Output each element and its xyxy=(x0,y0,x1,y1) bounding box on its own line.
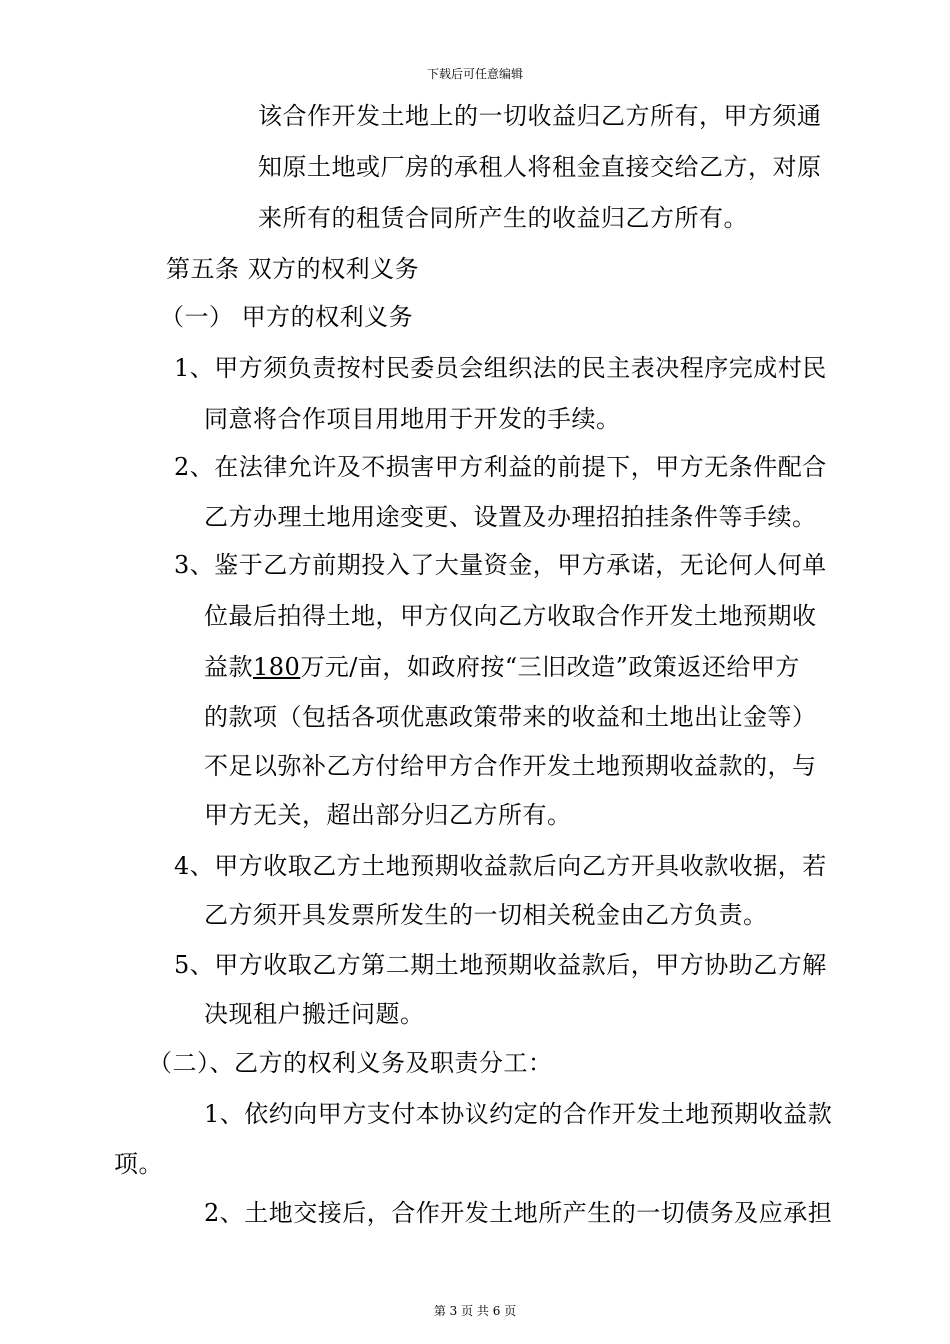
item-3-line-3-prefix: 益款 xyxy=(204,653,253,681)
item-3-line-6: 甲方无关，超出部分归乙方所有。 xyxy=(204,801,572,829)
item-1-line-2: 同意将合作项目用地用于开发的手续。 xyxy=(204,405,621,433)
body-line-2: 知原土地或厂房的承租人将租金直接交给乙方，对原 xyxy=(258,153,822,181)
item-3-line-3-suffix: 万元/亩，如政府按“三旧改造”政策返还给甲方 xyxy=(300,653,800,681)
article-heading: 第五条 双方的权利义务 xyxy=(166,255,420,283)
item-3-line-3 xyxy=(204,652,800,682)
body-line-1: 该合作开发土地上的一切收益归乙方所有，甲方须通 xyxy=(258,102,822,130)
section-heading-party-a: （一） 甲方的权利义务 xyxy=(160,303,414,331)
item-5-line-1: 5、甲方收取乙方第二期土地预期收益款后，甲方协助乙方解 xyxy=(174,951,827,979)
item-3-line-5: 不足以弥补乙方付给甲方合作开发土地预期收益款的，与 xyxy=(204,752,817,780)
item-2-line-2: 乙方办理土地用途变更、设置及办理招拍挂条件等手续。 xyxy=(204,503,817,531)
item-4-line-1: 4、甲方收取乙方土地预期收益款后向乙方开具收款收据，若 xyxy=(174,852,827,880)
b-item-1-line-1: 1、依约向甲方支付本协议约定的合作开发土地预期收益款 xyxy=(204,1100,833,1128)
item-2-line-1: 2、在法律允许及不损害甲方利益的前提下，甲方无条件配合 xyxy=(174,453,827,481)
body-line-3: 来所有的租赁合同所产生的收益归乙方所有。 xyxy=(258,204,748,232)
item-3-line-1: 3、鉴于乙方前期投入了大量资金，甲方承诺，无论何人何单 xyxy=(174,551,827,579)
page-header: 下载后可任意编辑 xyxy=(426,67,523,81)
b-item-2-line-1: 2、土地交接后，合作开发土地所产生的一切债务及应承担 xyxy=(204,1199,833,1227)
item-5-line-2: 决现租户搬迁问题。 xyxy=(204,1000,425,1028)
page-footer: 第 3 页 共 6 页 xyxy=(433,1304,517,1318)
item-3-line-2: 位最后拍得土地，甲方仅向乙方收取合作开发土地预期收 xyxy=(204,602,817,630)
price-value: 180 xyxy=(253,653,301,681)
item-4-line-2: 乙方须开具发票所发生的一切相关税金由乙方负责。 xyxy=(204,901,768,929)
section-heading-party-b: （二）、乙方的权利义务及职责分工： xyxy=(148,1049,553,1077)
item-1-line-1: 1、甲方须负责按村民委员会组织法的民主表决程序完成村民 xyxy=(174,354,827,382)
item-3-line-4: 的款项（包括各项优惠政策带来的收益和土地出让金等） xyxy=(204,703,817,731)
b-item-1-line-2: 项。 xyxy=(114,1150,163,1178)
